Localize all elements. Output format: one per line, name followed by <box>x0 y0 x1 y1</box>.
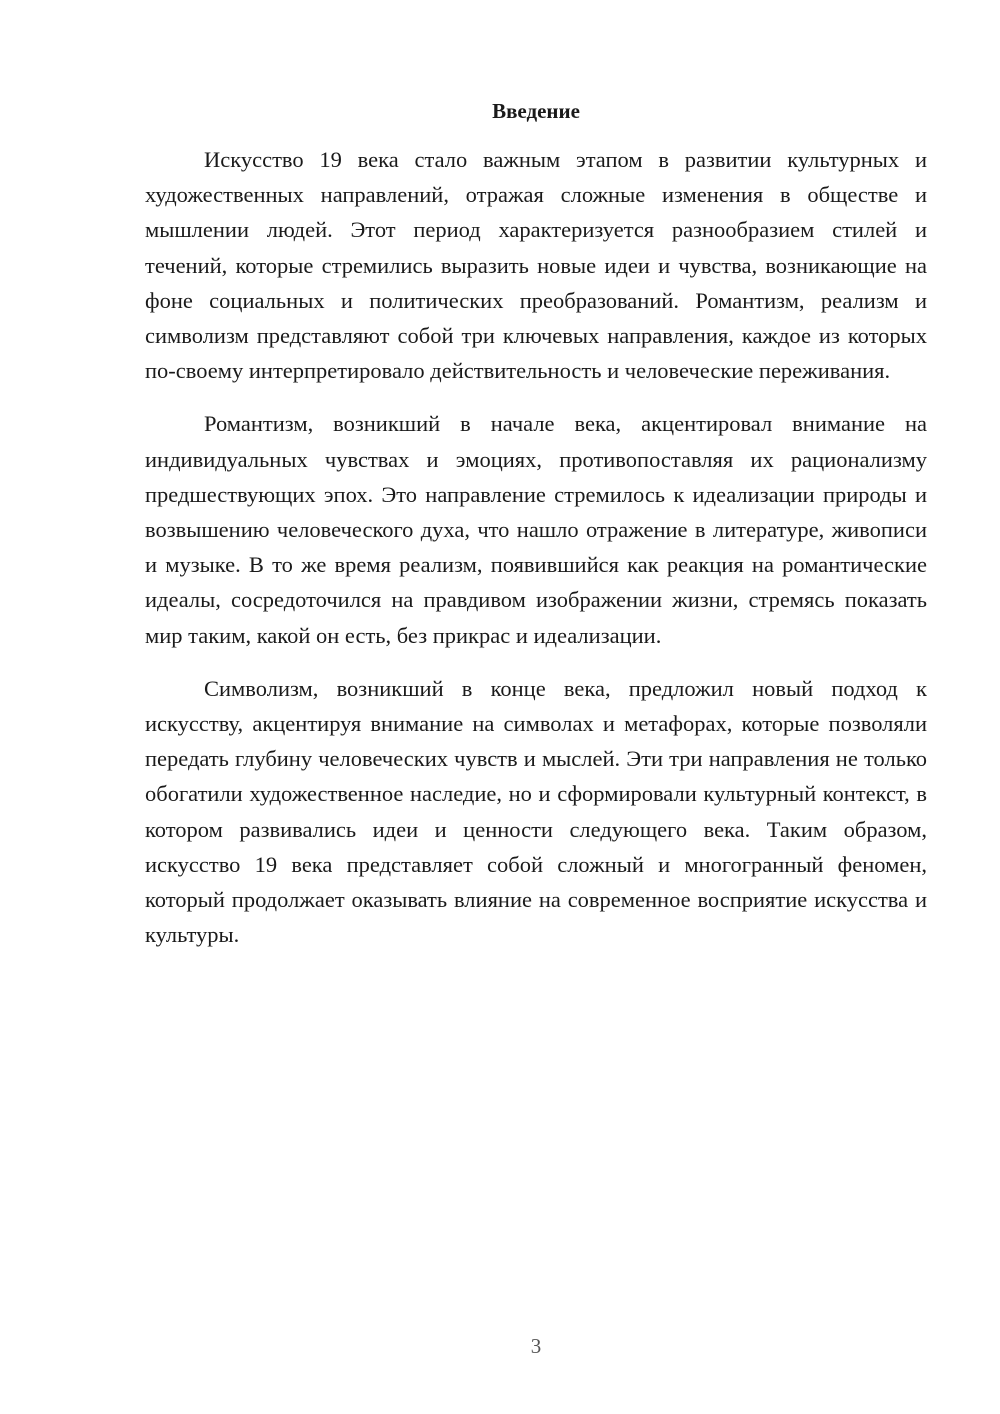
paragraph-2: Романтизм, возникший в начале века, акцентировал внимание на индивидуальных чувствах и эмоциях, противопоставляя их рационализму предшествующих эпох. Это направление стремилось к идеализации природы и возвышению человеческого духа, что нашло отражение в литературе, живописи и музыке. В то же время реализм, появившийся как реакция на романтические идеалы, сосредоточился на правдивом изображении жизни, стремясь показать мир таким, какой он есть, без прикрас и идеализации. <box>145 411 927 648</box>
paragraph-1: Искусство 19 века стало важным этапом в развитии культурных и художественных направлений, отражая сложные изменения в обществе и мышлении людей. Этот период характеризуется разнообразием стилей и течений, которые стремились выразить новые идеи и чувства, возникающие на фоне социальных и политических преобразований. Романтизм, реализм и символизм представляют собой три ключевых направления, каждое из которых по-своему интерпретировало действительность и человеческие переживания. <box>145 147 927 384</box>
document-body <box>145 142 927 970</box>
paragraph-3: Символизм, возникший в конце века, предложил новый подход к искусству, акцентируя внимание на символах и метафорах, которые позволяли передать глубину человеческих чувств и мыслей. Эти три направления не только обогатили художественное наследие, но и сформировали культурный контекст, в котором развивались идеи и ценности следующего века. Таким образом, искусство 19 века представляет собой сложный и многогранный феномен, который продолжает оказывать влияние на современное восприятие искусства и культуры. <box>145 675 927 948</box>
page-title: Введение <box>492 99 580 123</box>
page-number: 3 <box>530 1334 542 1358</box>
